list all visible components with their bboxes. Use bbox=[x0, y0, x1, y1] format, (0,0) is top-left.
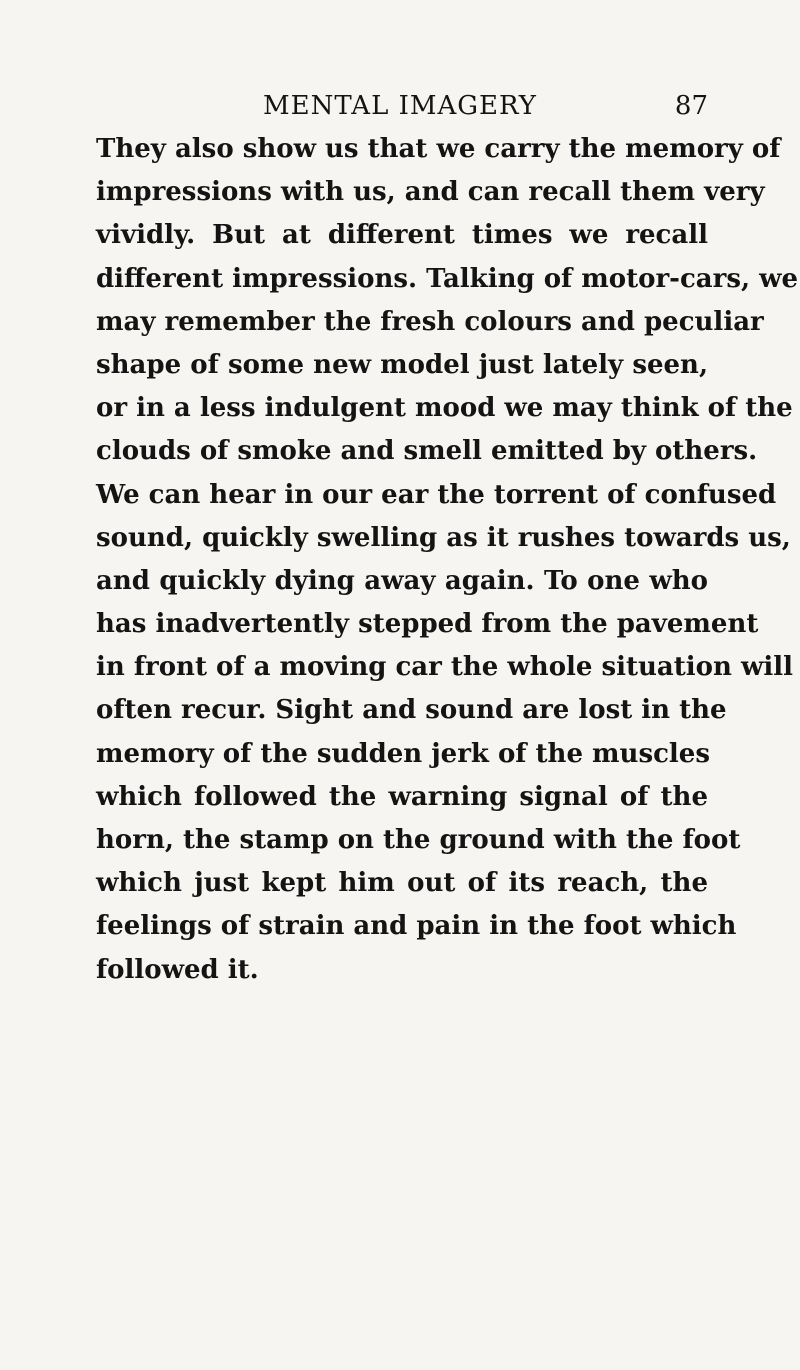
body-paragraph bbox=[96, 128, 799, 992]
running-head bbox=[0, 90, 800, 130]
page-number: 87 bbox=[674, 91, 708, 121]
text-line: clouds of smoke and smell emitted by others. bbox=[96, 436, 758, 467]
text-line: may remember the fresh colours and peculiar bbox=[96, 306, 764, 337]
text-line: often recur. Sight and sound are lost in the bbox=[96, 695, 727, 726]
text-line: We can hear in our ear the torrent of confused bbox=[96, 479, 777, 510]
text-line: different impressions. Talking of motor-cars, we bbox=[96, 263, 799, 294]
text-line: or in a less indulgent mood we may think of the bbox=[96, 393, 793, 424]
running-title: MENTAL IMAGERY bbox=[263, 91, 537, 121]
text-line: feelings of strain and pain in the foot which bbox=[96, 911, 737, 942]
text-line: has inadvertently stepped from the pavement bbox=[96, 609, 759, 640]
text-line: impressions with us, and can recall them very bbox=[96, 177, 765, 208]
text-line: They also show us that we carry the memory of bbox=[96, 134, 781, 164]
text-line: and quickly dying away again. To one who bbox=[96, 565, 708, 596]
text-line: which just kept him out of its reach, the bbox=[96, 868, 708, 899]
text-line: which followed the warning signal of the bbox=[96, 781, 708, 812]
text-line: vividly. But at different times we recall bbox=[96, 220, 708, 251]
text-line: shape of some new model just lately seen, bbox=[96, 349, 708, 380]
text-line: followed it. bbox=[96, 954, 259, 985]
text-line: horn, the stamp on the ground with the foot bbox=[96, 825, 741, 855]
text-line: sound, quickly swelling as it rushes towards us, bbox=[96, 522, 791, 553]
text-line: memory of the sudden jerk of the muscles bbox=[96, 738, 710, 769]
text-line: in front of a moving car the whole situation will bbox=[96, 652, 793, 683]
